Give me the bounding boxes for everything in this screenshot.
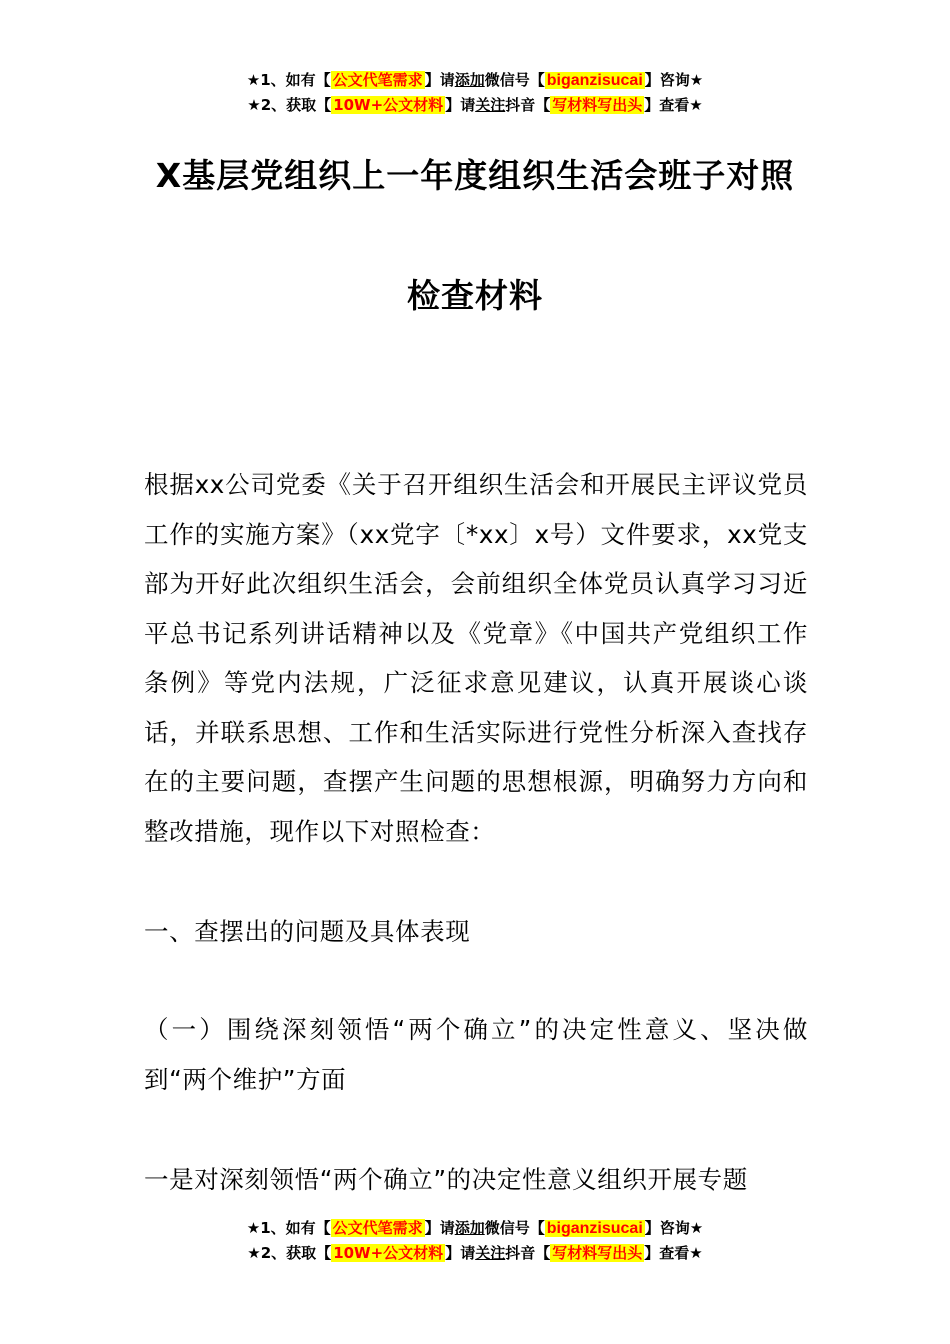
banner-line-1: ★1、如有【 公文代笔需求 】请添加微信号【 biganzisucai 】咨询★ (246, 1219, 704, 1237)
document-title-line-2: 检查材料 (407, 276, 543, 315)
highlight-wechat-id: biganzisucai (546, 1220, 643, 1237)
highlight-ghostwriting: 公文代笔需求 (332, 71, 423, 89)
highlight-ghostwriting: 公文代笔需求 (332, 1219, 423, 1237)
highlight-douyin-account: 写材料写出头 (552, 96, 643, 114)
body-paragraph: 一是对深刻领悟“两个确立”的决定性意义组织开展专题 (144, 1165, 748, 1194)
document-title-line-1: X基层党组织上一年度组织生活会班子对照 (155, 156, 795, 195)
intro-paragraph: 根据xx公司党委《关于召开组织生活会和开展民主评议党员工作的实施方案》（xx党字〔*xx〕x号）文件要求，xx党支部为开好此次组织生活会，会前组织全体党员认真学习习近平总书记系列讲话精神以及《党章》《中国共产党组织工作条例》等党内法规，广泛征求意见建议，认真开展谈心谈话，并联系思想、工作和生活实际进行党性分析深入查找存在的主要问题，查摆产生问题的思想根源，明确努力方向和整改措施，现作以下对照检查： (144, 470, 808, 846)
highlight-wechat-id: biganzisucai (546, 72, 643, 89)
header-ad-banner (0, 68, 950, 117)
banner-line-2: ★2、获取【 10W+公文材料 】请关注抖音【 写材料写出头 】查看★ (247, 1244, 703, 1262)
banner-line-2: ★2、获取【 10W+公文材料 】请关注抖音【 写材料写出头 】查看★ (247, 96, 703, 114)
subsection-heading: （一）围绕深刻领悟“两个确立”的决定性意义、坚决做到“两个维护”方面 (144, 1015, 808, 1094)
section-heading: 一、查摆出的问题及具体表现 (144, 917, 471, 946)
highlight-materials: 10W+公文材料 (333, 96, 444, 114)
highlight-materials: 10W+公文材料 (333, 1244, 444, 1262)
banner-line-1: ★1、如有【 公文代笔需求 】请添加微信号【 biganzisucai 】咨询★ (246, 71, 704, 89)
highlight-douyin-account: 写材料写出头 (552, 1244, 643, 1262)
footer-ad-banner (0, 1216, 950, 1265)
